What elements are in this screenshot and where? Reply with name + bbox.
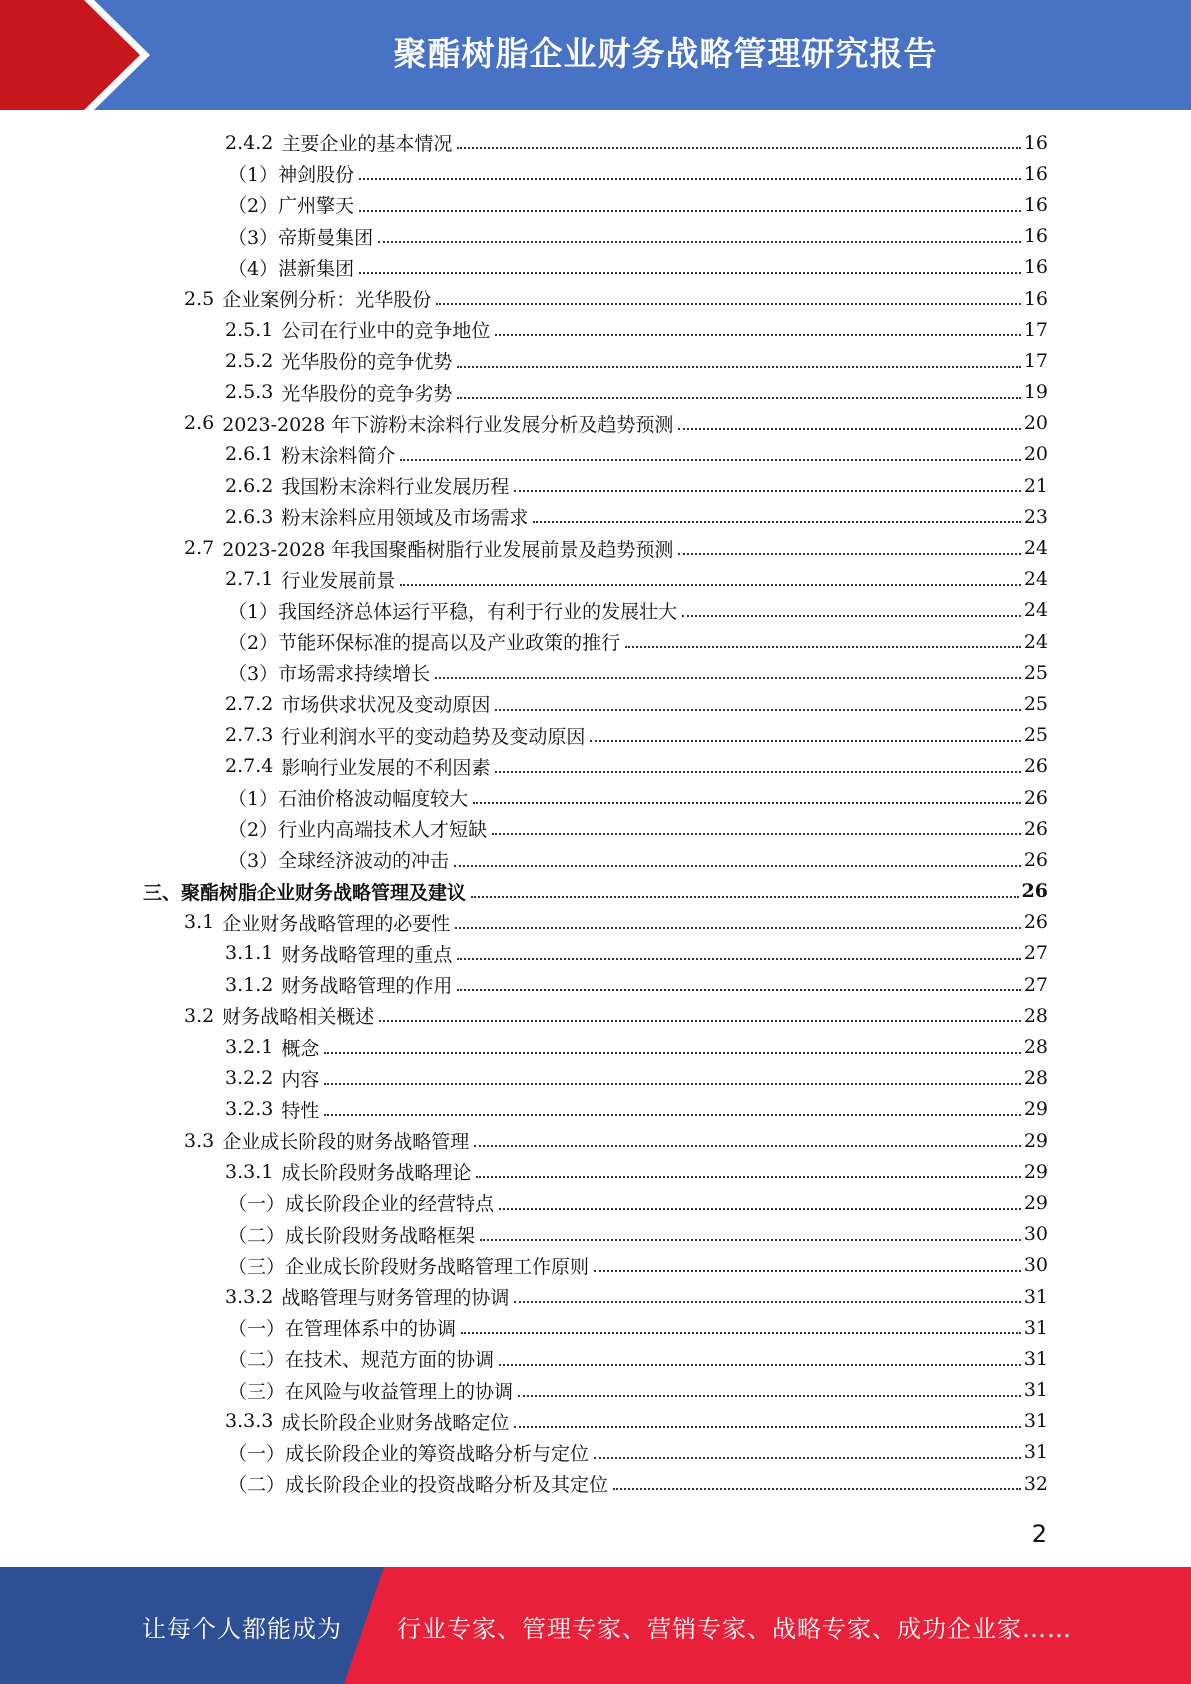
footer-slogan-roles: 行业专家、管理专家、营销专家、战略专家、成功企业家…… [397, 1615, 1072, 1643]
toc-entry-page: 26 [1023, 755, 1048, 778]
toc-entry-page: 16 [1023, 193, 1048, 216]
toc-entry-page: 29 [1023, 1098, 1048, 1121]
toc-entry[interactable] [0, 1094, 1191, 1125]
toc-entry-page: 16 [1023, 162, 1048, 185]
header-chevron-decoration [0, 0, 160, 110]
toc-entry[interactable] [0, 1250, 1191, 1281]
toc-entry-number: 3.3.2 [225, 1285, 274, 1308]
toc-entry-page: 29 [1023, 1160, 1048, 1183]
toc-entry-number: 2.6.3 [225, 505, 274, 528]
toc-dot-leader [495, 334, 1020, 336]
toc-entry[interactable] [0, 969, 1191, 1000]
toc-entry-number: 2.5.2 [225, 349, 274, 372]
toc-entry[interactable] [0, 1000, 1191, 1031]
toc-dot-leader [518, 1395, 1021, 1397]
toc-entry[interactable] [0, 1063, 1191, 1094]
toc-entry[interactable] [0, 221, 1191, 252]
toc-dot-leader [457, 397, 1020, 399]
toc-entry-number: 2.7.2 [225, 692, 274, 715]
toc-entry-title: （1）石油价格波动幅度较大 [228, 788, 469, 811]
toc-dot-leader [461, 1332, 1021, 1334]
toc-entry-title: （1）神剑股份 [228, 164, 355, 187]
toc-dot-leader [590, 740, 1020, 742]
toc-dot-leader [514, 1301, 1020, 1303]
toc-entry-number: 3.1.2 [225, 973, 274, 996]
toc-entry-title: 行业利润水平的变动趋势及变动原因 [281, 725, 586, 748]
toc-entry-page: 28 [1023, 1004, 1048, 1027]
toc-entry-title: （一）成长阶段企业的筹资战略分析与定位 [228, 1442, 590, 1465]
toc-entry-title: （三）企业成长阶段财务战略管理工作原则 [228, 1255, 590, 1278]
toc-entry[interactable] [0, 751, 1191, 782]
toc-entry-page: 31 [1023, 1347, 1048, 1370]
toc-entry-page: 24 [1023, 568, 1048, 591]
toc-entry-title: 企业成长阶段的财务战略管理 [222, 1131, 470, 1154]
toc-entry[interactable] [0, 1437, 1191, 1468]
toc-entry[interactable] [0, 1468, 1191, 1499]
toc-entry-page: 16 [1023, 225, 1048, 248]
toc-entry-number: 2.4.2 [225, 131, 274, 154]
toc-entry-title: （二）在技术、规范方面的协调 [228, 1349, 495, 1372]
toc-dot-leader [457, 147, 1020, 149]
toc-entry-title: 行业发展前景 [281, 569, 396, 592]
toc-entry[interactable] [0, 907, 1191, 938]
toc-dot-leader [476, 1176, 1020, 1178]
toc-entry-page: 29 [1023, 1191, 1048, 1214]
toc-dot-leader [678, 428, 1020, 430]
toc-entry-page: 23 [1023, 505, 1048, 528]
toc-entry[interactable] [0, 283, 1191, 314]
toc-dot-leader [359, 272, 1021, 274]
toc-entry[interactable] [0, 408, 1191, 439]
toc-entry-page: 27 [1023, 942, 1048, 965]
toc-entry-page: 26 [1021, 880, 1048, 903]
toc-dot-leader [514, 490, 1020, 492]
toc-dot-leader [473, 802, 1021, 804]
toc-entry-title: 影响行业发展的不利因素 [281, 756, 491, 779]
toc-entry-page: 25 [1023, 724, 1048, 747]
toc-entry-title: （三）在风险与收益管理上的协调 [228, 1380, 514, 1403]
toc-dot-leader [471, 896, 1019, 898]
page-number: 2 [1031, 1520, 1047, 1548]
toc-entry[interactable] [0, 1219, 1191, 1250]
toc-entry[interactable] [0, 501, 1191, 532]
toc-entry-page: 16 [1023, 287, 1048, 310]
toc-dot-leader [499, 1364, 1021, 1366]
toc-dot-leader [678, 553, 1020, 555]
toc-dot-leader [495, 709, 1020, 711]
toc-entry-page: 26 [1023, 817, 1048, 840]
toc-entry-page: 19 [1023, 381, 1048, 404]
toc-entry-number: 3.1 [184, 911, 215, 934]
toc-entry[interactable] [0, 439, 1191, 470]
toc-entry-title: （2）行业内高端技术人才短缺 [228, 819, 488, 842]
toc-entry[interactable] [0, 1343, 1191, 1374]
toc-entry-number: 2.7.3 [225, 724, 274, 747]
toc-entry-title: 企业案例分析：光华股份 [222, 289, 432, 312]
footer-slogan-lead: 让每个人都能成为 [142, 1615, 342, 1643]
toc-entry-title: 公司在行业中的竞争地位 [281, 320, 491, 343]
toc-entry-title: 财务战略相关概述 [222, 1006, 375, 1029]
toc-entry-title: 粉末涂料简介 [281, 444, 396, 467]
toc-entry[interactable] [0, 1312, 1191, 1343]
toc-entry[interactable] [0, 595, 1191, 626]
toc-entry-number: 3.2 [184, 1004, 215, 1027]
toc-entry-page: 24 [1023, 599, 1048, 622]
toc-entry-title: （3）市场需求持续增长 [228, 663, 431, 686]
toc-entry[interactable] [0, 532, 1191, 563]
toc-dot-leader [495, 771, 1020, 773]
toc-entry-page: 24 [1023, 537, 1048, 560]
toc-entry-title: 主要企业的基本情况 [281, 133, 453, 156]
toc-entry-page: 21 [1023, 474, 1048, 497]
toc-entry-title: 市场供求状况及变动原因 [281, 694, 491, 717]
toc-entry-page: 30 [1023, 1223, 1048, 1246]
toc-dot-leader [378, 241, 1021, 243]
toc-entry-title: 财务战略管理的作用 [281, 975, 453, 998]
toc-dot-leader [400, 584, 1020, 586]
toc-entry-page: 27 [1023, 973, 1048, 996]
toc-entry-title: （4）湛新集团 [228, 257, 355, 280]
toc-dot-leader [455, 927, 1021, 929]
toc-entry-title: （1）我国经济总体运行平稳，有利于行业的发展壮大 [228, 600, 678, 623]
toc-entry-title: 2023-2028 年我国聚酯树脂行业发展前景及趋势预测 [222, 538, 674, 561]
toc-entry-page: 20 [1023, 443, 1048, 466]
toc-entry-page: 31 [1023, 1379, 1048, 1402]
table-of-contents [0, 127, 1191, 1499]
toc-dot-leader [379, 1020, 1021, 1022]
toc-dot-leader [474, 1145, 1021, 1147]
toc-entry[interactable] [0, 1031, 1191, 1062]
toc-entry[interactable] [0, 657, 1191, 688]
toc-entry-number: 2.5.1 [225, 318, 274, 341]
toc-entry-number: 2.7.4 [225, 755, 274, 778]
toc-entry-page: 17 [1023, 349, 1048, 372]
toc-entry-title: 我国粉末涂料行业发展历程 [281, 476, 510, 499]
toc-entry-title: 财务战略管理的重点 [281, 943, 453, 966]
toc-dot-leader [359, 178, 1021, 180]
toc-dot-leader [533, 521, 1020, 523]
toc-dot-leader [324, 1083, 1020, 1085]
toc-entry-number: 3.3.1 [225, 1160, 274, 1183]
toc-entry-page: 30 [1023, 1254, 1048, 1277]
toc-dot-leader [499, 1208, 1021, 1210]
toc-entry[interactable] [0, 189, 1191, 220]
toc-entry-number: 2.7.1 [225, 568, 274, 591]
toc-entry-title: （一）在管理体系中的协调 [228, 1318, 457, 1341]
toc-dot-leader [594, 1457, 1021, 1459]
toc-entry-page: 31 [1023, 1316, 1048, 1339]
toc-entry-page: 17 [1023, 318, 1048, 341]
toc-entry-page: 31 [1023, 1410, 1048, 1433]
toc-entry-title: 光华股份的竞争优势 [281, 351, 453, 374]
toc-entry-page: 16 [1023, 131, 1048, 154]
toc-entry[interactable] [0, 1156, 1191, 1187]
page-footer [0, 1567, 1191, 1684]
toc-dot-leader [514, 1426, 1020, 1428]
toc-entry[interactable] [0, 158, 1191, 189]
toc-entry-page: 20 [1023, 412, 1048, 435]
report-title: 聚酯树脂企业财务战略管理研究报告 [393, 34, 938, 73]
toc-entry-page: 29 [1023, 1129, 1048, 1152]
toc-entry-title: （3）帝斯曼集团 [228, 226, 374, 249]
toc-entry[interactable] [0, 564, 1191, 595]
toc-entry[interactable] [0, 876, 1191, 907]
toc-dot-leader [400, 459, 1020, 461]
toc-entry[interactable] [0, 1187, 1191, 1218]
toc-entry-page: 26 [1023, 911, 1048, 934]
toc-entry-page: 32 [1023, 1472, 1048, 1495]
toc-entry-page: 26 [1023, 848, 1048, 871]
toc-dot-leader [682, 615, 1021, 617]
toc-dot-leader [454, 865, 1021, 867]
toc-entry-page: 28 [1023, 1067, 1048, 1090]
toc-entry-title: 特性 [281, 1099, 320, 1122]
toc-entry-title: 战略管理与财务管理的协调 [281, 1287, 510, 1310]
toc-entry[interactable] [0, 314, 1191, 345]
toc-entry[interactable] [0, 688, 1191, 719]
toc-entry[interactable] [0, 1375, 1191, 1406]
toc-entry-page: 25 [1023, 692, 1048, 715]
toc-entry-page: 28 [1023, 1036, 1048, 1059]
page-header [0, 0, 1191, 110]
toc-entry-page: 24 [1023, 630, 1048, 653]
toc-dot-leader [436, 303, 1021, 305]
toc-entry-number: 3.2.2 [225, 1067, 274, 1090]
toc-entry[interactable] [0, 1406, 1191, 1437]
toc-entry-title: （3）全球经济波动的冲击 [228, 850, 450, 873]
toc-entry-number: 3.3.3 [225, 1410, 274, 1433]
toc-dot-leader [359, 210, 1021, 212]
toc-entry-title: 粉末涂料应用领域及市场需求 [281, 507, 529, 530]
toc-entry-title: 企业财务战略管理的必要性 [222, 912, 451, 935]
toc-entry-number: 3.3 [184, 1129, 215, 1152]
toc-entry-page: 31 [1023, 1285, 1048, 1308]
toc-entry[interactable] [0, 345, 1191, 376]
toc-dot-leader [457, 989, 1020, 991]
toc-dot-leader [625, 646, 1021, 648]
toc-dot-leader [492, 833, 1021, 835]
toc-entry[interactable] [0, 720, 1191, 751]
toc-entry[interactable] [0, 626, 1191, 657]
toc-entry-page: 25 [1023, 661, 1048, 684]
toc-entry-title: 成长阶段企业财务战略定位 [281, 1411, 510, 1434]
toc-dot-leader [480, 1239, 1021, 1241]
toc-entry-number: 2.5 [184, 287, 215, 310]
toc-entry[interactable] [0, 127, 1191, 158]
toc-entry[interactable] [0, 1125, 1191, 1156]
toc-dot-leader [594, 1270, 1021, 1272]
toc-entry[interactable] [0, 844, 1191, 875]
toc-entry[interactable] [0, 1281, 1191, 1312]
toc-entry-title: 2023-2028 年下游粉末涂料行业发展分析及趋势预测 [222, 413, 674, 436]
toc-dot-leader [324, 1052, 1020, 1054]
toc-entry-page: 31 [1023, 1441, 1048, 1464]
toc-entry-title: （2）广州擎天 [228, 195, 355, 218]
toc-entry-title: （二）成长阶段财务战略框架 [228, 1224, 476, 1247]
toc-entry-title: （一）成长阶段企业的经营特点 [228, 1193, 495, 1216]
toc-entry[interactable] [0, 377, 1191, 408]
toc-entry[interactable] [0, 813, 1191, 844]
toc-entry-title: （二）成长阶段企业的投资战略分析及其定位 [228, 1474, 609, 1497]
toc-entry-title: （2）节能环保标准的提高以及产业政策的推行 [228, 632, 621, 655]
toc-entry-title: 光华股份的竞争劣势 [281, 382, 453, 405]
toc-entry[interactable] [0, 938, 1191, 969]
toc-entry-page: 26 [1023, 786, 1048, 809]
toc-entry-title: 成长阶段财务战略理论 [281, 1162, 472, 1185]
toc-entry-page: 16 [1023, 256, 1048, 279]
toc-entry-number: 2.7 [184, 537, 215, 560]
toc-dot-leader [324, 1114, 1020, 1116]
toc-entry-title: 概念 [281, 1037, 320, 1060]
toc-entry-number: 3.2.3 [225, 1098, 274, 1121]
toc-entry[interactable] [0, 782, 1191, 813]
toc-dot-leader [613, 1488, 1021, 1490]
toc-entry-number: 2.6.2 [225, 474, 274, 497]
toc-entry[interactable] [0, 470, 1191, 501]
toc-entry-number: 3.1.1 [225, 942, 274, 965]
toc-entry-number: 2.6.1 [225, 443, 274, 466]
toc-entry-number: 2.6 [184, 412, 215, 435]
toc-entry-number: 2.5.3 [225, 381, 274, 404]
toc-dot-leader [457, 958, 1020, 960]
toc-entry-title: 内容 [281, 1068, 320, 1091]
toc-entry[interactable] [0, 252, 1191, 283]
toc-dot-leader [435, 677, 1021, 679]
toc-entry-number: 3.2.1 [225, 1036, 274, 1059]
toc-entry-title: 三、聚酯树脂企业财务战略管理及建议 [143, 881, 467, 904]
toc-dot-leader [457, 366, 1020, 368]
